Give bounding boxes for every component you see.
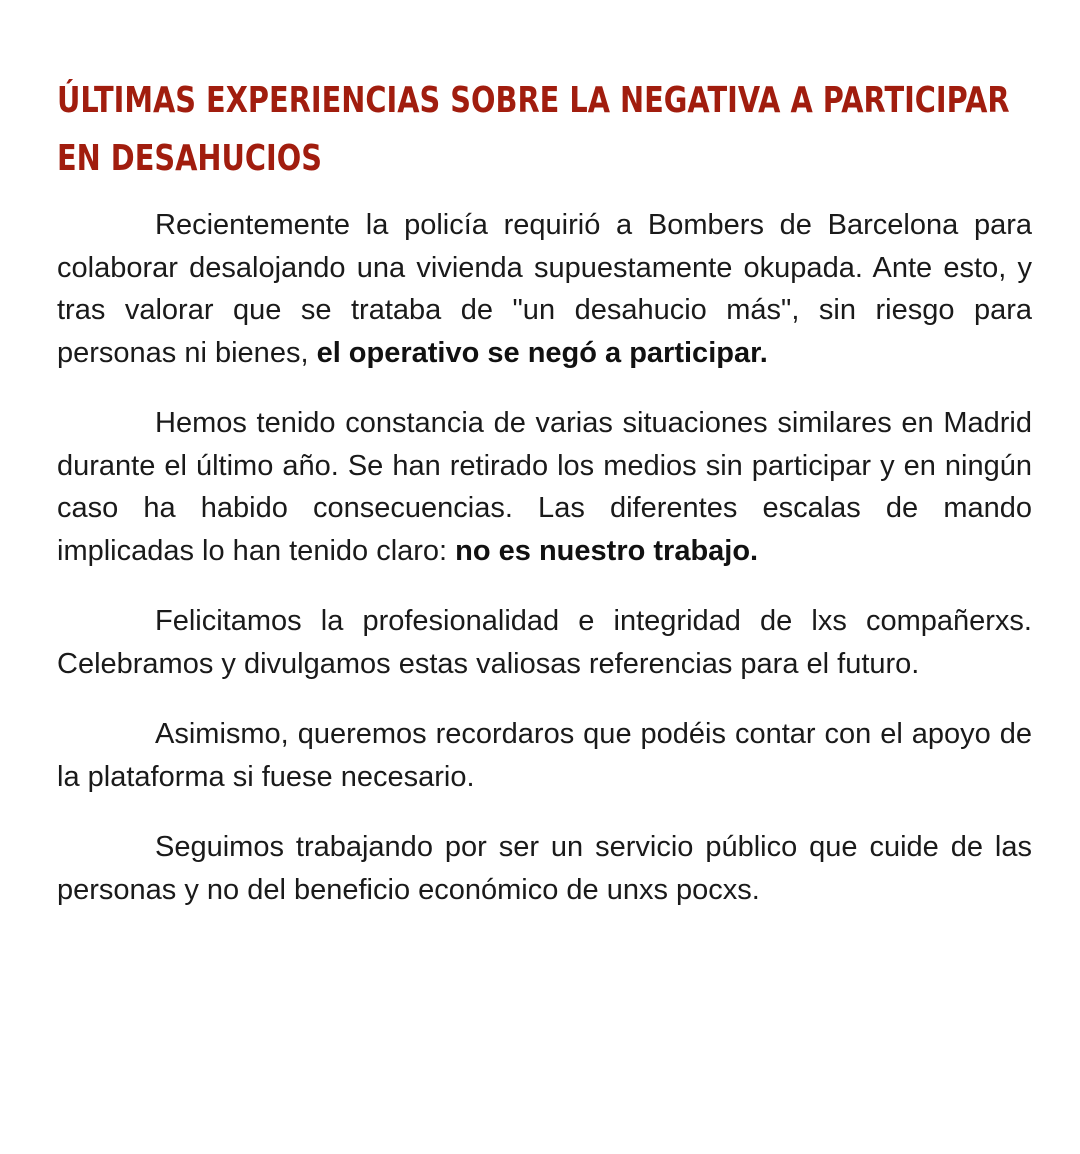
paragraph-text: Felicitamos la profesionalidad e integridad de lxs compañerxs. Celebramos y divulgamos estas valiosas referencias para el futuro. (57, 605, 1032, 680)
paragraph-text: Seguimos trabajando por ser un servicio público que cuide de las personas y no del beneficio económico de unxs pocxs. (57, 831, 1032, 906)
article (57, 72, 1032, 939)
paragraph-bold-text: el operativo se negó a participar. (316, 336, 768, 369)
article-body (57, 204, 1032, 911)
paragraph-bold-text: no es nuestro trabajo. (455, 534, 759, 567)
paragraph (57, 600, 1032, 685)
paragraph (57, 402, 1032, 572)
paragraph (57, 826, 1032, 911)
paragraph-text: Asimismo, queremos recordaros que podéis contar con el apoyo de la plataforma si fuese necesario. (57, 718, 1032, 793)
article-title: ÚLTIMAS EXPERIENCIAS SOBRE LA NEGATIVA A PARTICIPAR EN DESAHUCIOS (57, 80, 1010, 179)
paragraph-text: Recientemente la policía requirió a Bombers de Barcelona para colaborar desalojando una vivienda supuestamente okupada. Ante esto, y tras valorar que se trataba de "un desahucio más", sin riesgo para personas ni bienes, (57, 209, 1032, 369)
paragraph (57, 204, 1032, 374)
paragraph-text: Hemos tenido constancia de varias situaciones similares en Madrid durante el último año. Se han retirado los medios sin participar y en ningún caso ha habido consecuencias. Las diferentes escalas de mando implicadas lo han tenido claro: (57, 407, 1032, 567)
paragraph (57, 713, 1032, 798)
